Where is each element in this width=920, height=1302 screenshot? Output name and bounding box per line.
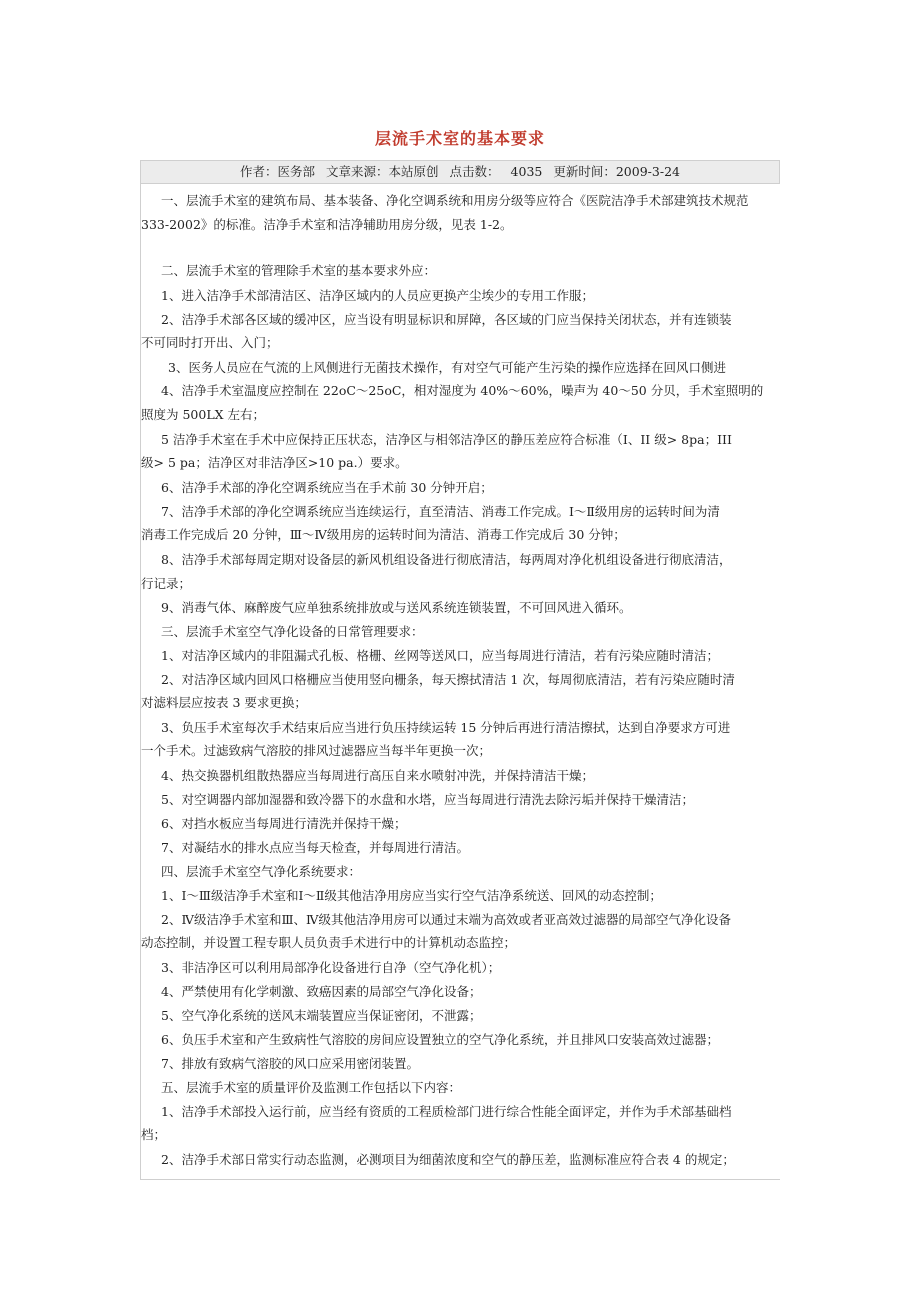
body-line: 消毒工作完成后 20 分钟，Ⅲ～Ⅳ级用房的运转时间为清洁、消毒工作完成后 30 分钟； [141,527,626,542]
body-line: 3、负压手术室每次手术结束后应当进行负压持续运转 15 分钟后再进行清洁擦拭，达到自净要求方可进 [161,720,731,735]
body-line: 333-2002》的标准。洁净手术室和洁净辅助用房分级，见表 1-2。 [141,217,513,232]
body-line: 4、热交换器机组散热器应当每周进行高压自来水喷射冲洗，并保持清洁干燥； [161,768,594,783]
body-line: 照度为 500LX 左右； [141,407,266,422]
body-line: 1、Ⅰ～Ⅲ级洁净手术室和Ⅰ～Ⅱ级其他洁净用房应当实行空气洁净系统送、回风的动态控制； [161,888,662,903]
article-body [140,184,780,1180]
body-line: 级> 5 pa；洁净区对非洁净区>10 pa.）要求。 [141,455,408,470]
body-line: 6、对挡水板应当每周进行清洗并保持干燥； [161,816,407,831]
body-line: 4、洁净手术室温度应控制在 22oC～25oC，相对湿度为 40%～60%，噪声为 40～50 分贝，手术室照明的 [161,383,764,398]
body-line: 一、层流手术室的建筑布局、基本装备、净化空调系统和用房分级等应符合《医院洁净手术部建筑技术规范 [161,193,749,208]
body-line: 7、对凝结水的排水点应当每天检查，并每周进行清洁。 [161,840,469,855]
meta-hits-label: 点击数： [449,164,500,179]
body-line: 3、非洁净区可以利用局部净化设备进行自净（空气净化机）； [161,960,501,975]
page-title: 层流手术室的基本要求 [374,129,545,148]
meta-source: 文章来源：本站原创 [326,164,439,179]
body-line: 4、严禁使用有化学刺激、致癌因素的局部空气净化设备； [161,984,482,999]
body-line: 2、洁净手术部日常实行动态监测，必测项目为细菌浓度和空气的静压差，监测标准应符合表 4 的规定； [161,1152,735,1167]
article-meta-bar [140,160,780,184]
body-line: 不可同时打开出、入门； [141,335,279,350]
meta-updated: 更新时间：2009-3-24 [553,164,680,179]
meta-author: 作者：医务部 [240,164,316,179]
body-line: 动态控制，并设置工程专职人员负责手术进行中的计算机动态监控； [141,935,517,950]
body-line: 5、对空调器内部加湿器和致冷器下的水盘和水塔，应当每周进行清洗去除污垢并保持干燥清洁； [161,792,694,807]
body-line: 五、层流手术室的质量评价及监测工作包括以下内容： [161,1080,462,1095]
body-line: 三、层流手术室空气净化设备的日常管理要求： [161,624,424,639]
meta-hits-value: 4035 [510,164,543,179]
body-line: 5 洁净手术室在手术中应保持正压状态，洁净区与相邻洁净区的静压差应符合标准（I、II 级> 8pa；III [161,432,732,447]
body-line: 8、洁净手术部每周定期对设备层的新风机组设备进行彻底清洁，每两周对净化机组设备进行彻底清洁， [161,552,732,567]
body-line: 四、层流手术室空气净化系统要求： [161,864,362,879]
body-line: 一个手术。过滤致病气溶胶的排风过滤器应当每半年更换一次； [141,743,492,758]
body-line: 2、Ⅳ级洁净手术室和Ⅲ、Ⅳ级其他洁净用房可以通过末端为高效或者亚高效过滤器的局部空气净化设备 [161,912,731,927]
body-line: 6、负压手术室和产生致病性气溶胶的房间应设置独立的空气净化系统，并且排风口安装高效过滤器； [161,1032,719,1047]
body-line: 6、洁净手术部的净化空调系统应当在手术前 30 分钟开启； [161,480,493,495]
body-line: 1、进入洁净手术部清洁区、洁净区域内的人员应更换产尘埃少的专用工作服； [161,288,594,303]
body-line: 2、对洁净区域内回风口格栅应当使用竖向栅条，每天擦拭清洁 1 次，每周彻底清洁，若有污染应随时清 [161,672,735,687]
body-line: 2、洁净手术部各区域的缓冲区，应当设有明显标识和屏障，各区域的门应当保持关闭状态，并有连锁装 [161,312,732,327]
body-line: 档； [141,1127,167,1142]
body-line: 1、对洁净区域内的非阻漏式孔板、格栅、丝网等送风口，应当每周进行清洁，若有污染应随时清洁； [161,648,719,663]
body-line: 对滤料层应按表 3 要求更换； [141,695,307,710]
body-line: 7、洁净手术部的净化空调系统应当连续运行，直至清洁、消毒工作完成。Ⅰ～Ⅱ级用房的运转时间为清 [161,504,720,519]
body-line: 1、洁净手术部投入运行前，应当经有资质的工程质检部门进行综合性能全面评定，并作为手术部基础档 [161,1104,732,1119]
body-line: 行记录； [141,576,192,591]
body-line: 5、空气净化系统的送风末端装置应当保证密闭，不泄露； [161,1008,482,1023]
body-line: 7、排放有致病气溶胶的风口应采用密闭装置。 [161,1056,419,1071]
body-line: 9、消毒气体、麻醉废气应单独系统排放或与送风系统连锁装置，不可回风进入循环。 [161,600,632,615]
body-line: 二、层流手术室的管理除手术室的基本要求外应： [161,263,437,278]
body-line: 3、医务人员应在气流的上风侧进行无菌技术操作，有对空气可能产生污染的操作应选择在回风口侧进 [168,360,726,375]
